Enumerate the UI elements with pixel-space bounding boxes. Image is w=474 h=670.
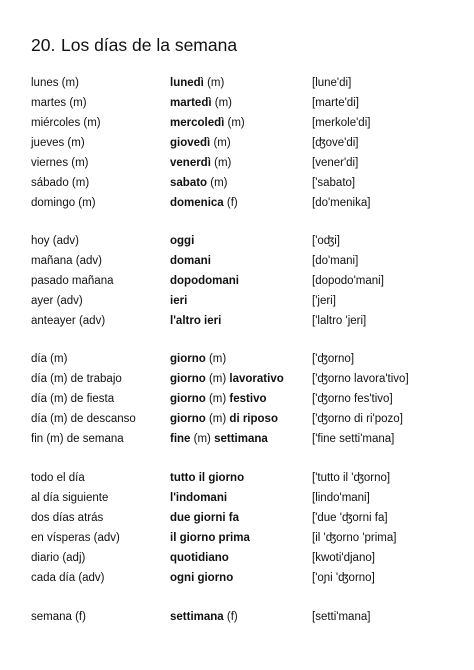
italian-term — [170, 488, 227, 508]
pronunciation: [vener'di] — [312, 157, 359, 169]
italian-word: ieri — [170, 295, 188, 307]
italian-word: giovedì — [170, 137, 211, 149]
vocab-row — [0, 193, 474, 213]
italian-term — [170, 369, 284, 389]
italian-term — [170, 173, 228, 193]
italian-gender: (m) — [203, 77, 225, 89]
spanish-term: anteayer (adv) — [31, 315, 106, 327]
italian-term — [170, 193, 238, 213]
italian-word: lunedì — [170, 77, 204, 89]
pronunciation: [dopodo'mani] — [312, 275, 384, 287]
italian-term — [170, 133, 231, 153]
italian-word: giorno — [170, 373, 206, 385]
italian-word: settimana — [214, 433, 268, 445]
spanish-term: ayer (adv) — [31, 295, 83, 307]
spanish-term: todo el día — [31, 472, 85, 484]
vocab-row — [0, 468, 474, 488]
italian-word: tutto il giorno — [170, 472, 245, 484]
spanish-term: martes (m) — [31, 97, 87, 109]
vocab-row — [0, 429, 474, 449]
pronunciation: ['ʤorno lavora'tivo] — [312, 373, 409, 385]
pronunciation: [setti'mana] — [312, 611, 371, 623]
italian-word: dopodomani — [170, 275, 239, 287]
italian-gender: (m) — [211, 97, 232, 109]
italian-term — [170, 468, 244, 488]
italian-word: domenica — [170, 197, 224, 209]
vocab-row — [0, 568, 474, 588]
italian-gender: (m) — [210, 157, 232, 169]
italian-term — [170, 73, 224, 93]
pronunciation: ['laltro 'jeri] — [312, 315, 367, 327]
pronunciation: [merkole'di] — [312, 117, 371, 129]
italian-gender: (m) — [205, 353, 227, 365]
italian-word: ogni giorno — [170, 572, 234, 584]
vocab-row — [0, 133, 474, 153]
vocab-row — [0, 73, 474, 93]
spanish-term: mañana (adv) — [31, 255, 102, 267]
title-text: Los días de la semana — [61, 35, 238, 55]
pronunciation: [marte'di] — [312, 97, 359, 109]
pronunciation: [kwoti'djano] — [312, 552, 375, 564]
vocab-row — [0, 409, 474, 429]
italian-term — [170, 429, 268, 449]
italian-word: il giorno prima — [170, 532, 250, 544]
pronunciation: ['ʤorno fes'tivo] — [312, 393, 393, 405]
vocab-row — [0, 271, 474, 291]
italian-word: due giorni fa — [170, 512, 239, 524]
italian-word: domani — [170, 255, 211, 267]
italian-term — [170, 251, 211, 271]
spanish-term: día (m) — [31, 353, 68, 365]
italian-gender: (f) — [223, 197, 238, 209]
italian-word: martedì — [170, 97, 212, 109]
italian-term — [170, 153, 231, 173]
vocab-row — [0, 311, 474, 331]
italian-gender: (m) — [205, 373, 230, 385]
italian-gender: (f) — [223, 611, 238, 623]
pronunciation: ['sabato] — [312, 177, 356, 189]
spanish-term: hoy (adv) — [31, 235, 79, 247]
vocab-row — [0, 389, 474, 409]
spanish-term: jueves (m) — [31, 137, 85, 149]
vocab-row — [0, 231, 474, 251]
italian-term — [170, 389, 267, 409]
spanish-term: cada día (adv) — [31, 572, 105, 584]
italian-term — [170, 508, 239, 528]
pronunciation: ['oʤi] — [312, 235, 340, 247]
pronunciation: [lune'di] — [312, 77, 352, 89]
spanish-term: semana (f) — [31, 611, 86, 623]
spanish-term: dos días atrás — [31, 512, 104, 524]
italian-gender: (m) — [190, 433, 215, 445]
vocab-row — [0, 153, 474, 173]
italian-term — [170, 113, 245, 133]
italian-term — [170, 607, 238, 627]
italian-term — [170, 93, 232, 113]
italian-word: oggi — [170, 235, 195, 247]
italian-gender: (m) — [210, 137, 231, 149]
italian-word: l'altro ieri — [170, 315, 222, 327]
vocab-row — [0, 607, 474, 627]
italian-term — [170, 311, 221, 331]
italian-term — [170, 568, 233, 588]
spanish-term: al día siguiente — [31, 492, 109, 504]
italian-word: di riposo — [229, 413, 278, 425]
italian-word: l'indomani — [170, 492, 228, 504]
italian-gender: (m) — [207, 177, 228, 189]
italian-term — [170, 349, 226, 369]
pronunciation: [do'mani] — [312, 255, 359, 267]
spanish-term: pasado mañana — [31, 275, 114, 287]
vocab-row — [0, 113, 474, 133]
italian-word: giorno — [170, 353, 206, 365]
pronunciation: ['ʤorno] — [312, 353, 355, 365]
spanish-term: día (m) de fiesta — [31, 393, 115, 405]
spanish-term: fin (m) de semana — [31, 433, 124, 445]
spanish-term: viernes (m) — [31, 157, 89, 169]
italian-word: festivo — [229, 393, 267, 405]
pronunciation: ['jeri] — [312, 295, 336, 307]
italian-gender: (m) — [205, 393, 230, 405]
vocab-row — [0, 93, 474, 113]
italian-word: sabato — [170, 177, 208, 189]
italian-word: fine — [170, 433, 191, 445]
italian-term — [170, 231, 194, 251]
vocab-row — [0, 488, 474, 508]
italian-word: venerdì — [170, 157, 211, 169]
italian-word: mercoledì — [170, 117, 225, 129]
vocab-row — [0, 349, 474, 369]
vocab-row — [0, 251, 474, 271]
pronunciation: ['due 'ʤorni fa] — [312, 512, 388, 524]
italian-term — [170, 291, 187, 311]
italian-word: giorno — [170, 393, 206, 405]
spanish-term: miércoles (m) — [31, 117, 101, 129]
italian-term — [170, 528, 250, 548]
spanish-term: domingo (m) — [31, 197, 96, 209]
italian-word: giorno — [170, 413, 206, 425]
italian-word: quotidiano — [170, 552, 229, 564]
pronunciation: ['oɲi 'ʤorno] — [312, 572, 375, 584]
pronunciation: [ʤove'di] — [312, 137, 359, 149]
spanish-term: diario (adj) — [31, 552, 86, 564]
title-number: 20. — [31, 35, 56, 55]
spanish-term: lunes (m) — [31, 77, 79, 89]
italian-gender: (m) — [205, 413, 230, 425]
vocab-row — [0, 548, 474, 568]
vocab-row — [0, 291, 474, 311]
spanish-term: sábado (m) — [31, 177, 90, 189]
pronunciation: ['tutto il 'ʤorno] — [312, 472, 391, 484]
spanish-term: día (m) de trabajo — [31, 373, 122, 385]
vocab-row — [0, 508, 474, 528]
vocab-row — [0, 369, 474, 389]
pronunciation: ['ʤorno di ri'pozo] — [312, 413, 403, 425]
italian-gender: (m) — [224, 117, 245, 129]
pronunciation: [do'menika] — [312, 197, 371, 209]
italian-term — [170, 409, 278, 429]
spanish-term: día (m) de descanso — [31, 413, 136, 425]
italian-term — [170, 271, 239, 291]
pronunciation: ['fine setti'mana] — [312, 433, 395, 445]
vocab-row — [0, 528, 474, 548]
italian-term — [170, 548, 229, 568]
vocab-row — [0, 173, 474, 193]
page-title — [31, 34, 237, 56]
italian-word: settimana — [170, 611, 224, 623]
italian-word: lavorativo — [229, 373, 284, 385]
pronunciation: [lindo'mani] — [312, 492, 370, 504]
spanish-term: en vísperas (adv) — [31, 532, 120, 544]
pronunciation: [il 'ʤorno 'prima] — [312, 532, 397, 544]
